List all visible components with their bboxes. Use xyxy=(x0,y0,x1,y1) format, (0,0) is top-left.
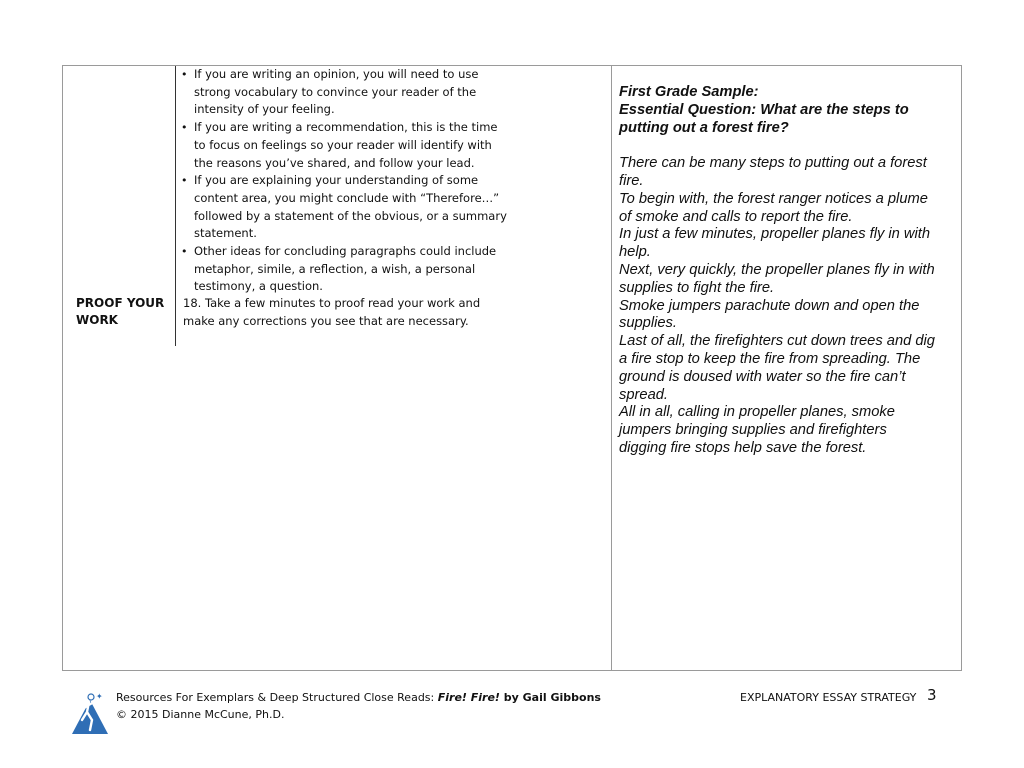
sample-paragraph: There can be many steps to putting out a forest fire. xyxy=(619,155,927,189)
sample-paragraph: In just a few minutes, propeller planes fly in with help. xyxy=(619,226,931,261)
footer-strategy-label: EXPLANATORY ESSAY STRATEGY xyxy=(740,691,917,704)
step-18-text: 18. Take a few minutes to proof read your work and make any corrections you see that are necessary. xyxy=(183,296,481,328)
svg-text:✦: ✦ xyxy=(96,692,103,701)
page-number: 3 xyxy=(927,686,937,704)
list-item xyxy=(180,119,510,172)
list-item-text: Other ideas for concluding paragraphs could include metaphor, simile, a reflection, a wish, a personal testimony, a question. xyxy=(194,244,497,294)
mountain-climber-logo-icon xyxy=(70,690,110,736)
row-label-text: PROOF YOUR WORK xyxy=(76,296,165,327)
footer-copyright: © 2015 Dianne McCune, Ph.D. xyxy=(116,708,285,721)
label-column-divider xyxy=(175,66,176,346)
sample-paragraph: Smoke jumpers parachute down and open the supplies. xyxy=(619,297,920,332)
table-column-divider xyxy=(611,65,612,671)
footer-book-title: Fire! Fire! xyxy=(437,691,500,704)
list-item-text: If you are writing a recommendation, this is the time to focus on feelings so your reader will identify with the reasons you’ve shared, and follow your lead. xyxy=(194,120,498,170)
list-item-text: If you are writing an opinion, you will need to use strong vocabulary to convince your reader of the intensity of your feeling. xyxy=(194,67,479,117)
concluding-ideas-list xyxy=(180,66,510,296)
sample-paragraph: Last of all, the firefighters cut down trees and dig a fire stop to keep the fire from spreading. The ground is doused with water so the fire can’t spread. xyxy=(619,333,935,403)
bullet-icon: • xyxy=(181,245,188,259)
bullet-icon: • xyxy=(181,121,188,135)
list-item xyxy=(180,172,510,243)
bullet-icon: • xyxy=(181,68,188,81)
sample-heading: First Grade Sample: Essential Question: What are the steps to putting out a forest fire? xyxy=(619,84,909,136)
list-item-text: If you are explaining your understanding of some content area, you might conclude with “Therefore…” followed by a statement of the obvious, or a summary statement. xyxy=(194,173,507,241)
sample-paragraph: To begin with, the forest ranger notices a plume of smoke and calls to report the fire. xyxy=(619,190,928,225)
footer-resources-line xyxy=(116,690,601,705)
first-grade-sample xyxy=(619,84,959,458)
sample-paragraph: Next, very quickly, the propeller planes fly in with supplies to fight the fire. xyxy=(619,261,935,296)
bullet-icon: • xyxy=(181,174,188,188)
footer-book-author: by Gail Gibbons xyxy=(499,691,601,704)
list-item xyxy=(180,66,510,119)
row-label-proof-your-work xyxy=(76,295,168,329)
footer-resources-prefix: Resources For Exemplars & Deep Structured Close Reads: xyxy=(116,691,438,704)
list-item xyxy=(180,243,510,296)
sample-spacer xyxy=(619,137,959,155)
sample-paragraph: All in all, calling in propeller planes, smoke jumpers bringing supplies and firefighters digging fire stops help save the forest. xyxy=(619,404,895,456)
